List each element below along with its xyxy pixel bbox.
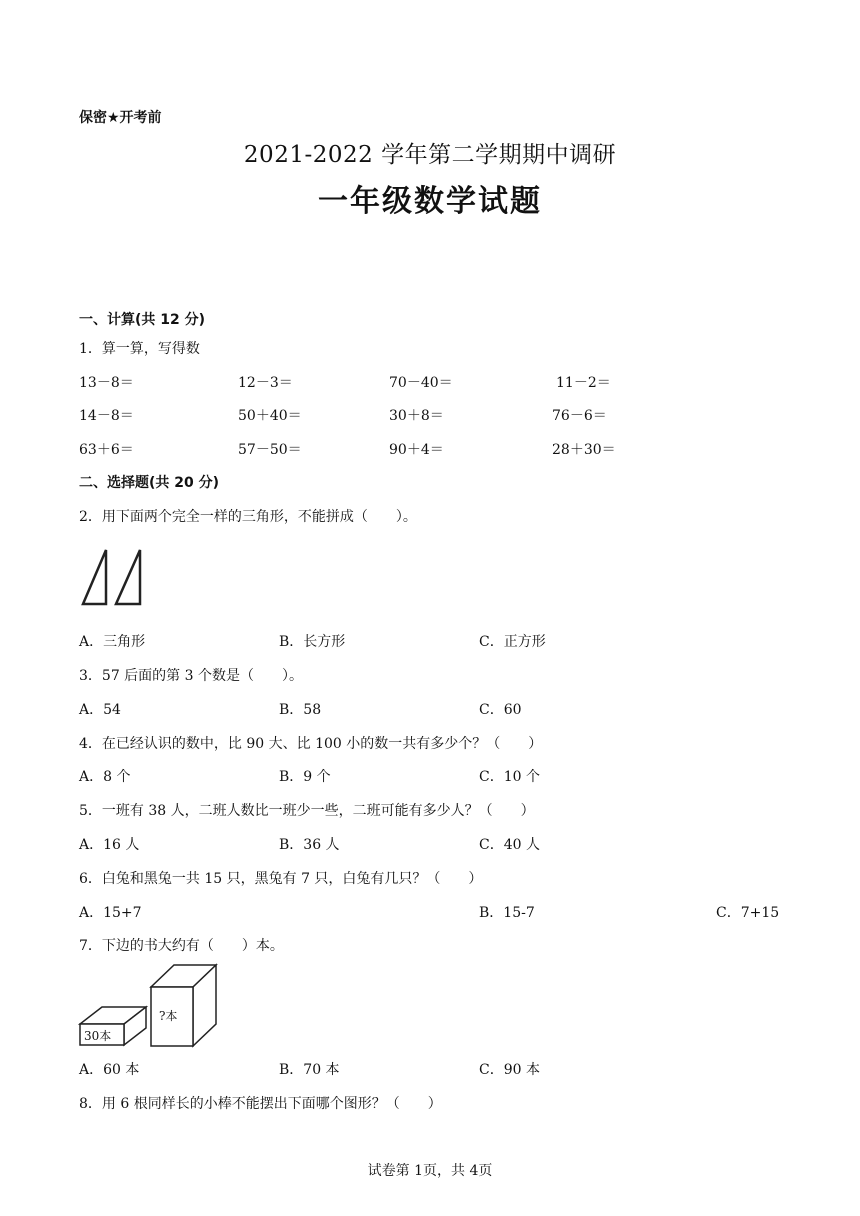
calc-item: 57－50＝ xyxy=(238,442,302,458)
q7-option-b: B．70 本 xyxy=(279,1062,340,1078)
exam-subtitle: 一年级数学试题 xyxy=(318,184,542,219)
two-triangles-figure xyxy=(78,546,148,608)
question-4: 4．在已经认识的数中，比 90 大、比 100 小的数一共有多少个？（ ） xyxy=(79,736,543,752)
calc-item: 30＋8＝ xyxy=(389,408,444,424)
calc-item: 50＋40＝ xyxy=(238,408,302,424)
calc-item: 63＋6＝ xyxy=(79,442,134,458)
question-2: 2．用下面两个完全一样的三角形，不能拼成（ ）。 xyxy=(79,509,417,525)
calc-item: 70－40＝ xyxy=(389,375,453,391)
calc-item: 76－6＝ xyxy=(552,408,607,424)
q5-option-b: B．36 人 xyxy=(279,837,340,853)
q3-option-b: B．58 xyxy=(279,702,322,718)
q6-option-c: C．7+15 xyxy=(716,905,780,921)
page-footer: 试卷第 1页，共 4页 xyxy=(367,1163,493,1179)
section1-heading: 一、计算(共 12 分) xyxy=(79,312,206,328)
q4-option-c: C．10 个 xyxy=(479,769,540,785)
section2-heading: 二、选择题(共 20 分) xyxy=(79,475,220,491)
q6-option-a: A．15+7 xyxy=(79,905,142,921)
q5-option-c: C．40 人 xyxy=(479,837,540,853)
question-8: 8．用 6 根同样长的小棒不能摆出下面哪个图形？（ ） xyxy=(79,1096,442,1112)
books-figure xyxy=(78,962,223,1048)
big-book-label: ?本 xyxy=(159,1009,178,1023)
calc-item: 12－3＝ xyxy=(238,375,293,391)
calc-item: 28＋30＝ xyxy=(552,442,616,458)
q2-option-c: C．正方形 xyxy=(479,634,546,650)
q6-option-b: B．15-7 xyxy=(479,905,535,921)
q7-option-c: C．90 本 xyxy=(479,1062,540,1078)
q3-option-a: A．54 xyxy=(79,702,121,718)
q3-option-c: C．60 xyxy=(479,702,522,718)
q4-option-b: B．9 个 xyxy=(279,769,331,785)
calc-item: 11－2＝ xyxy=(556,375,611,391)
question-7: 7．下边的书大约有（ ）本。 xyxy=(79,938,284,954)
confidential-label: 保密★开考前 xyxy=(79,110,162,126)
q2-option-a: A．三角形 xyxy=(79,634,146,650)
q5-option-a: A．16 人 xyxy=(79,837,140,853)
q7-option-a: A．60 本 xyxy=(79,1062,140,1078)
exam-title: 2021-2022 学年第二学期期中调研 xyxy=(243,142,617,168)
question-6: 6．白兔和黑兔一共 15 只，黑兔有 7 只，白兔有几只？（ ） xyxy=(79,871,483,887)
calc-item: 90＋4＝ xyxy=(389,442,444,458)
calc-item: 14－8＝ xyxy=(79,408,134,424)
calc-item: 13－8＝ xyxy=(79,375,134,391)
question-1: 1．算一算，写得数 xyxy=(79,341,200,357)
question-5: 5．一班有 38 人，二班人数比一班少一些，二班可能有多少人？（ ） xyxy=(79,803,535,819)
q2-option-b: B．长方形 xyxy=(279,634,346,650)
small-book-label: 30本 xyxy=(84,1029,112,1043)
q4-option-a: A．8 个 xyxy=(79,769,131,785)
question-3: 3．57 后面的第 3 个数是（ ）。 xyxy=(79,668,303,684)
